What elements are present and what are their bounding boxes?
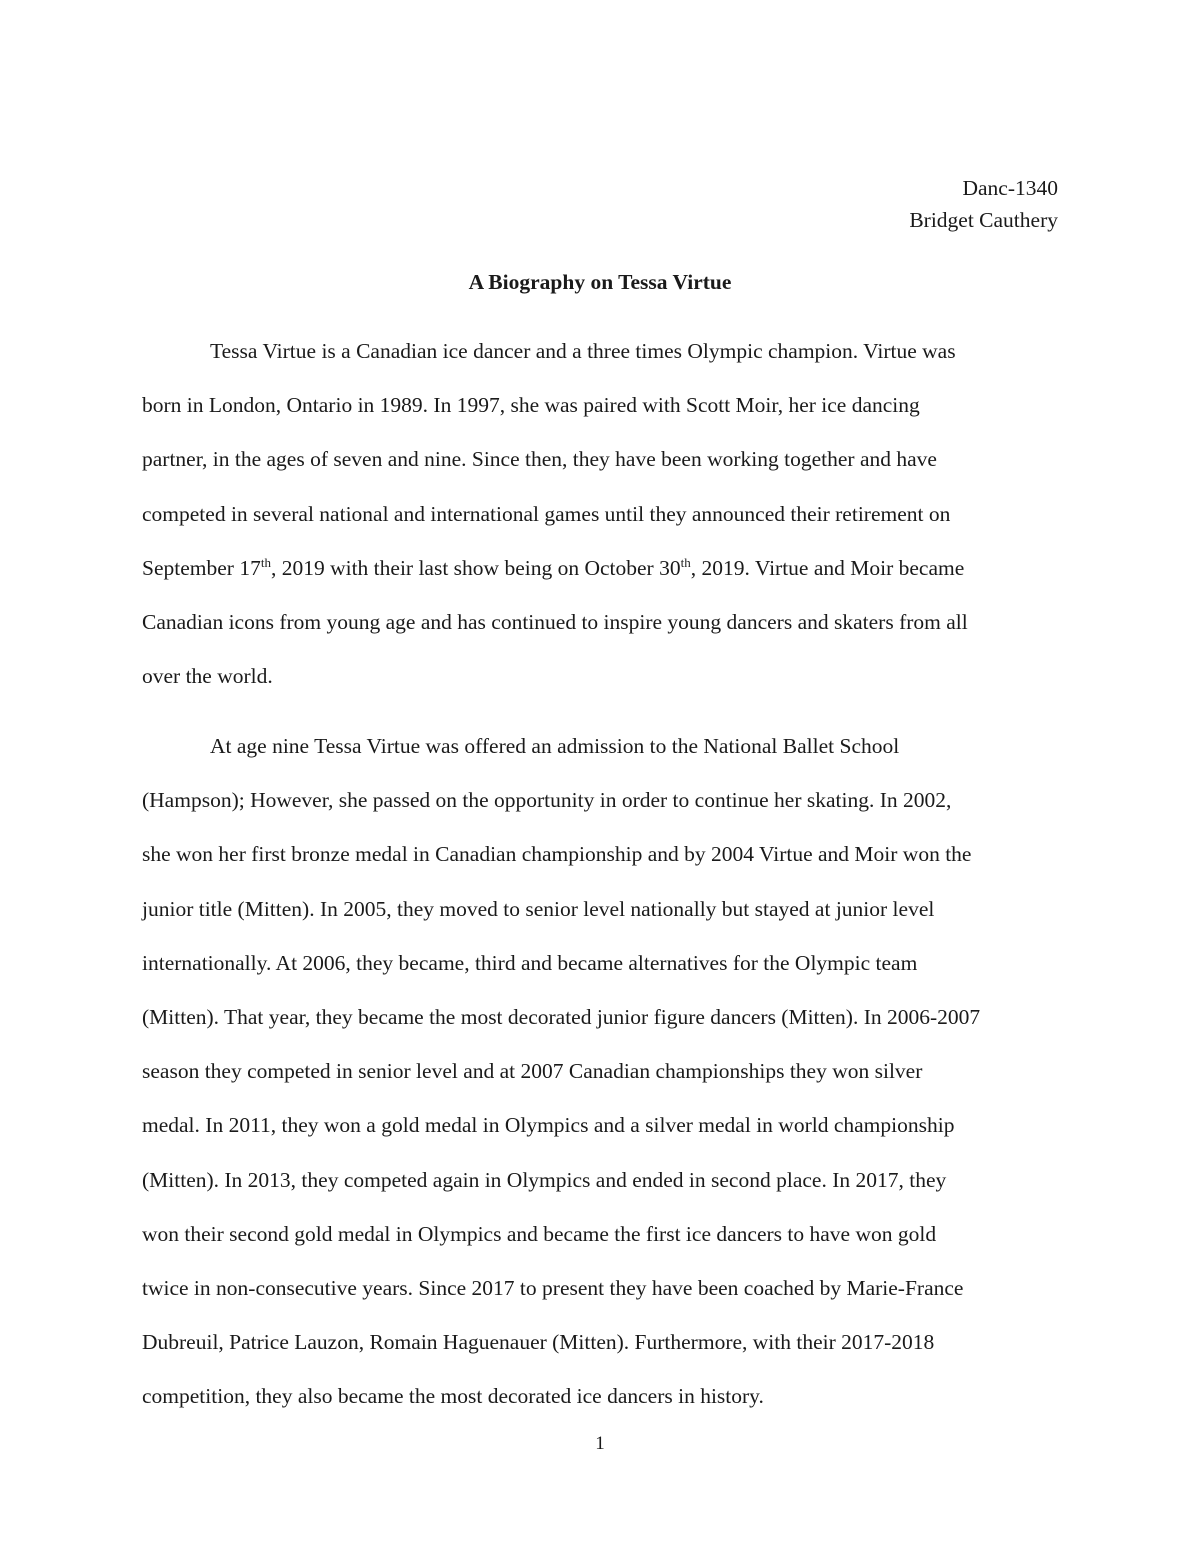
paragraph-line: she won her first bronze medal in Canadian championship and by 2004 Virtue and Moir won the <box>142 842 972 867</box>
paragraph-line: (Hampson); However, she passed on the opportunity in order to continue her skating. In 2002, <box>142 788 952 813</box>
paragraph-line: (Mitten). In 2013, they competed again in Olympics and ended in second place. In 2017, they <box>142 1167 947 1192</box>
paragraph-line: medal. In 2011, they won a gold medal in Olympics and a silver medal in world championship <box>142 1113 955 1138</box>
paragraph-line: season they competed in senior level and at 2007 Canadian championships they won silver <box>142 1059 923 1084</box>
author-name: Bridget Cauthery <box>909 208 1058 232</box>
paragraph-2 <box>142 719 1060 1424</box>
page-number: 1 <box>595 1433 605 1454</box>
paragraph-line: Dubreuil, Patrice Lauzon, Romain Haguenauer (Mitten). Furthermore, with their 2017-2018 <box>142 1330 935 1355</box>
paragraph-line: twice in non-consecutive years. Since 2017 to present they have been coached by Marie-France <box>142 1276 964 1301</box>
ordinal-suffix: th <box>680 554 691 570</box>
paragraph-line: competed in several national and international games until they announced their retirement on <box>142 501 951 526</box>
paragraph-line: over the world. <box>142 664 273 689</box>
paragraph-line <box>142 541 1060 595</box>
text-segment: September 17 <box>142 555 261 580</box>
paragraph-line: born in London, Ontario in 1989. In 1997, she was paired with Scott Moir, her ice dancing <box>142 393 920 418</box>
paragraph-line: (Mitten). That year, they became the most decorated junior figure dancers (Mitten). In 2006-2007 <box>142 1005 981 1030</box>
ordinal-suffix: th <box>260 554 271 570</box>
paragraph-line: partner, in the ages of seven and nine. Since then, they have been working together and have <box>142 447 937 472</box>
paragraph-line: competition, they also became the most decorated ice dancers in history. <box>142 1384 764 1409</box>
document-title: A Biography on Tessa Virtue <box>468 270 732 294</box>
paragraph-line: internationally. At 2006, they became, third and became alternatives for the Olympic team <box>142 950 918 975</box>
paragraph-line: At age nine Tessa Virtue was offered an admission to the National Ballet School <box>210 734 900 758</box>
paragraph-1 <box>142 324 1060 703</box>
paragraph-line: won their second gold medal in Olympics and became the first ice dancers to have won gold <box>142 1221 937 1246</box>
paragraph-line: junior title (Mitten). In 2005, they moved to senior level nationally but stayed at junior level <box>142 896 935 921</box>
paragraph-line: Canadian icons from young age and has continued to inspire young dancers and skaters from all <box>142 610 968 635</box>
text-segment: , 2019. Virtue and Moir became <box>690 555 965 580</box>
header-block <box>909 172 1058 236</box>
paragraph-line: Tessa Virtue is a Canadian ice dancer and a three times Olympic champion. Virtue was <box>210 339 956 363</box>
text-segment: , 2019 with their last show being on October 30 <box>270 555 681 580</box>
course-code: Danc-1340 <box>962 176 1058 200</box>
